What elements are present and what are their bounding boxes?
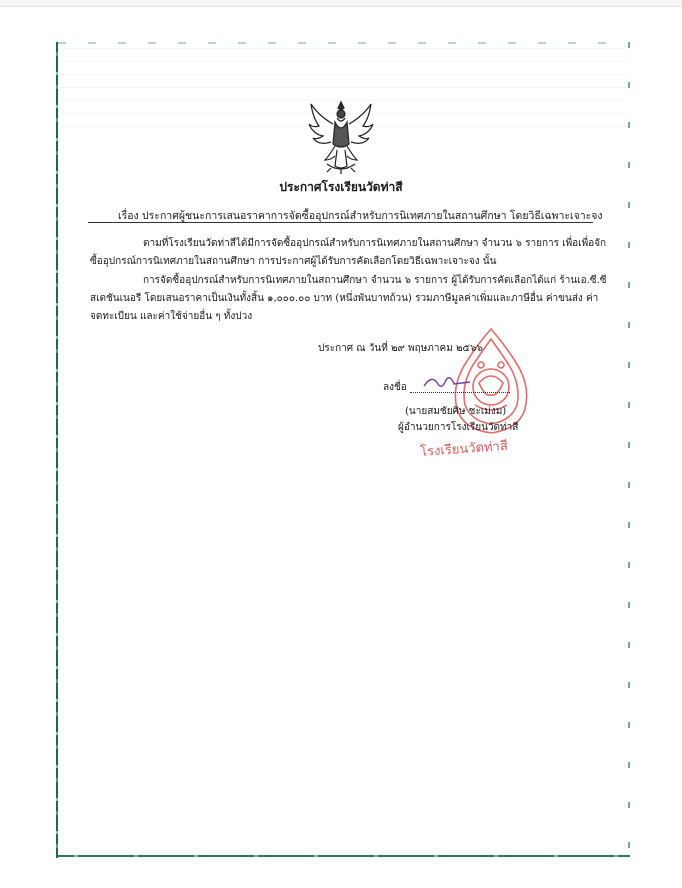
document-title: ประกาศโรงเรียนวัดท่าสี: [279, 180, 403, 194]
signer-position: ผู้อำนวยการโรงเรียนวัดท่าสี: [398, 422, 519, 433]
announcement-date: ประกาศ ณ วันที่ ๒๙ พฤษภาคม ๒๕๖๖: [318, 343, 483, 354]
paragraph2-line3: จดทะเบียน และค่าใช้จ่ายอื่น ๆ ทั้งปวง: [90, 311, 253, 322]
viewer-top-bar: [0, 0, 682, 7]
subject-underline: [88, 222, 593, 223]
seal-text: โรงเรียนวัดท่าสี: [419, 438, 509, 461]
paragraph1-line2: ซื้ออุปกรณ์การนิเทศภายในสถานศึกษา การประกาศผู้ได้รับการคัดเลือกโดยวิธีเฉพาะเจาะจง นั้น: [90, 256, 497, 267]
paragraph1-line1: ตามที่โรงเรียนวัดท่าสีได้มีการจัดซื้ออุปกรณ์สำหรับการนิเทศภายในสถานศึกษา จำนวน ๖ รายการ เพื่อเพื่อจัก: [143, 238, 607, 249]
signer-name: (นายสมชัยศิษ ชะเม่งม): [405, 406, 507, 417]
scan-edge-top: [58, 42, 630, 44]
scan-edge-right: [628, 42, 630, 858]
signature-dotted-line: [410, 382, 510, 393]
document-subject: เรื่อง ประกาศผู้ชนะการเสนอราคาการจัดซื้ออุปกรณ์สำหรับการนิเทศภายในสถานศึกษา โดยวิธีเฉพาะเจาะจง: [118, 210, 603, 222]
scan-edge-left: [56, 42, 58, 858]
garuda-emblem-icon: [305, 98, 377, 176]
paragraph2-line2: สเตชันเนอรี โดยเสนอราคาเป็นเงินทั้งสิ้น ๑,๐๐๐.๐๐ บาท (หนึ่งพันบาทถ้วน) รวมภาษีมูลค่าเพิ่มและภาษีอื่น ค่าขนส่ง ค่า: [90, 293, 599, 304]
scan-edge-bottom: [58, 855, 630, 857]
sign-label: ลงชื่อ: [383, 382, 407, 393]
paragraph2-line1: การจัดซื้ออุปกรณ์สำหรับการนิเทศภายในสถานศึกษา จำนวน ๖ รายการ ผู้ได้รับการคัดเลือกได้แก่ ร้านเอ.ซี.ซี: [143, 275, 607, 286]
